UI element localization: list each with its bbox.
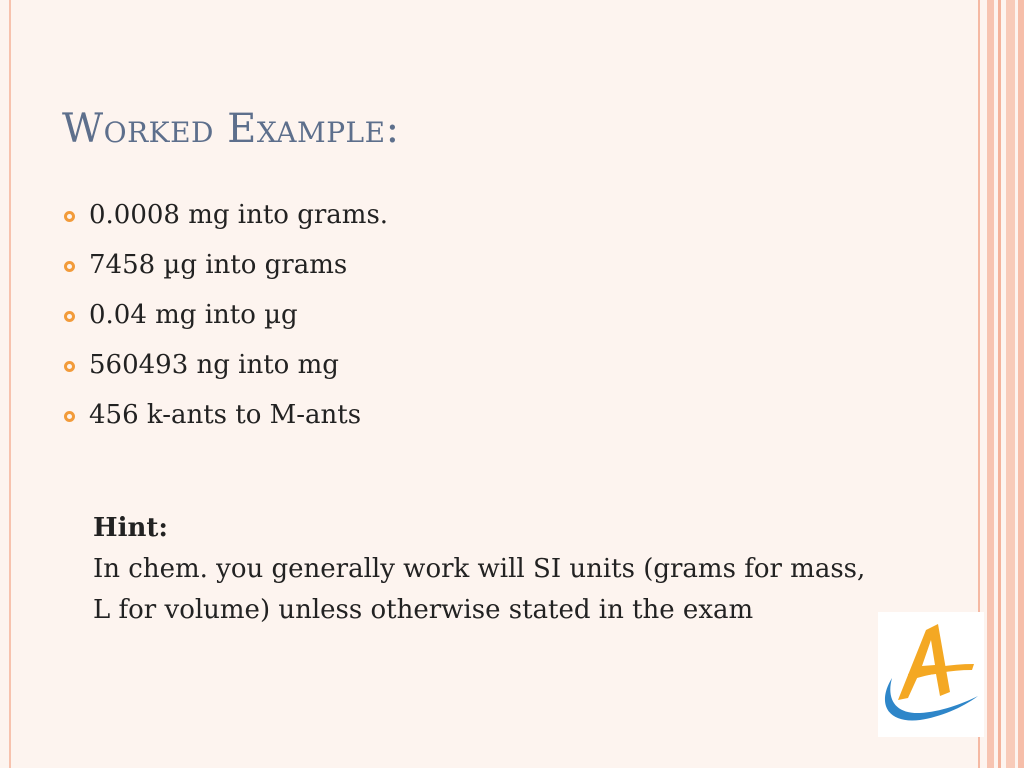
- slide-title: Worked Example:: [62, 106, 400, 152]
- stripe: [987, 0, 994, 768]
- letter-a-logo-icon: [878, 612, 984, 737]
- bullet-text: 7458 µg into grams: [89, 250, 348, 280]
- bullet-text: 0.04 mg into µg: [89, 300, 298, 330]
- list-item: [64, 340, 388, 390]
- stripe: [1006, 0, 1015, 768]
- hint-body: In chem. you generally work will SI units (grams for mass, L for volume) unless otherwise stated in the exam: [93, 554, 866, 625]
- bullet-circle-icon: [64, 311, 75, 322]
- left-border-line: [9, 0, 11, 768]
- bullet-text: 456 k-ants to M-ants: [89, 400, 362, 430]
- list-item: [64, 390, 388, 440]
- hint-box: [93, 508, 893, 631]
- stripe: [1018, 0, 1024, 768]
- bullet-text: 0.0008 mg into grams.: [89, 200, 389, 230]
- bullet-circle-icon: [64, 261, 75, 272]
- bullet-circle-icon: [64, 361, 75, 372]
- list-item: [64, 290, 388, 340]
- logo: [878, 612, 984, 737]
- bullet-text: 560493 ng into mg: [89, 350, 339, 380]
- bullet-circle-icon: [64, 411, 75, 422]
- bullet-list: [64, 190, 388, 440]
- right-decorative-stripes: [978, 0, 1024, 768]
- list-item: [64, 240, 388, 290]
- bullet-circle-icon: [64, 211, 75, 222]
- stripe: [998, 0, 1001, 768]
- hint-heading: Hint:: [93, 513, 168, 543]
- list-item: [64, 190, 388, 240]
